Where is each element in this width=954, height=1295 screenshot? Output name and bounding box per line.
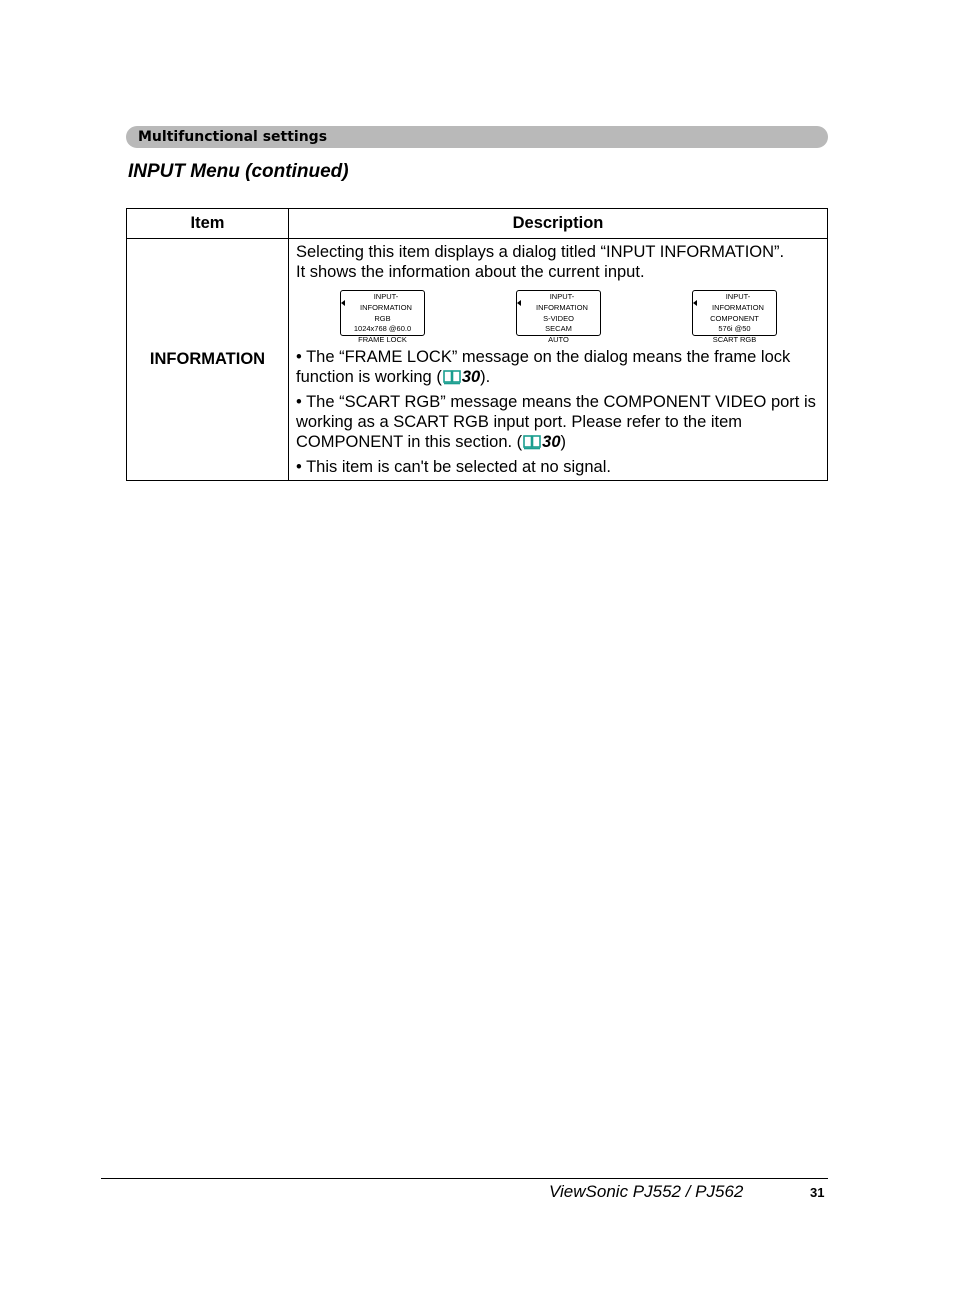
intro-line-1: Selecting this item displays a dialog titled “INPUT INFORMATION”.	[296, 243, 785, 261]
dialog-example-component	[692, 290, 777, 345]
dialog-example-rgb	[340, 290, 425, 345]
dialog-title: INPUT-INFORMATION	[360, 292, 412, 312]
header-item: Item	[127, 209, 289, 239]
note-no-signal: • This item is can't be selected at no signal.	[296, 458, 611, 476]
item-cell: INFORMATION	[127, 239, 289, 481]
note-frame-lock	[296, 347, 821, 387]
intro-text	[296, 242, 821, 282]
table-row	[127, 239, 828, 481]
header-description: Description	[289, 209, 828, 239]
page-reference-link[interactable]	[442, 368, 480, 386]
dialog-line: FRAME LOCK	[358, 335, 407, 345]
section-header-bar	[126, 126, 828, 148]
table-header-row	[127, 209, 828, 239]
footer-brand: ViewSonic PJ552 / PJ562	[549, 1182, 744, 1201]
dialog-line: AUTO	[548, 335, 569, 345]
dialog-example-svideo	[516, 290, 601, 345]
book-icon	[523, 434, 541, 450]
page-reference-number: 30	[461, 368, 481, 386]
section-label: Multifunctional settings	[138, 129, 328, 145]
left-triangle-icon	[517, 300, 521, 306]
dialog-examples	[296, 290, 821, 345]
dialog-title: INPUT-INFORMATION	[536, 292, 588, 312]
page-reference-link[interactable]	[522, 433, 560, 451]
dialog-line: 1024x768 @60.0	[353, 324, 412, 334]
dialog-line: COMPONENT	[710, 313, 759, 323]
footer-divider	[101, 1178, 828, 1179]
note-text: • The “SCART RGB” message means the COMPONENT VIDEO port is working as a SCART RGB input port. Please refer to the item COMPONENT in this section. (	[296, 393, 816, 451]
note-scart-rgb	[296, 392, 821, 452]
description-cell	[289, 239, 828, 481]
page-title: INPUT Menu (continued)	[128, 161, 349, 182]
dialog-line: SECAM	[545, 324, 572, 334]
page-number: 31	[810, 1185, 825, 1200]
note-text-end: )	[560, 433, 567, 451]
page-reference-number: 30	[542, 433, 561, 451]
left-triangle-icon	[693, 300, 697, 306]
note-text: • The “FRAME LOCK” message on the dialog means the frame lock function is working (	[296, 348, 791, 386]
note-text-end: ).	[480, 368, 491, 386]
left-triangle-icon	[341, 300, 345, 306]
dialog-line: RGB	[374, 313, 391, 323]
dialog-line: SCART RGB	[712, 335, 757, 345]
book-icon	[443, 369, 461, 385]
intro-line-2: It shows the information about the current input.	[296, 263, 645, 281]
info-table	[126, 208, 828, 481]
dialog-line: 576i @50	[718, 324, 751, 334]
dialog-title: INPUT-INFORMATION	[712, 292, 764, 312]
dialog-line: S-VIDEO	[543, 313, 574, 323]
